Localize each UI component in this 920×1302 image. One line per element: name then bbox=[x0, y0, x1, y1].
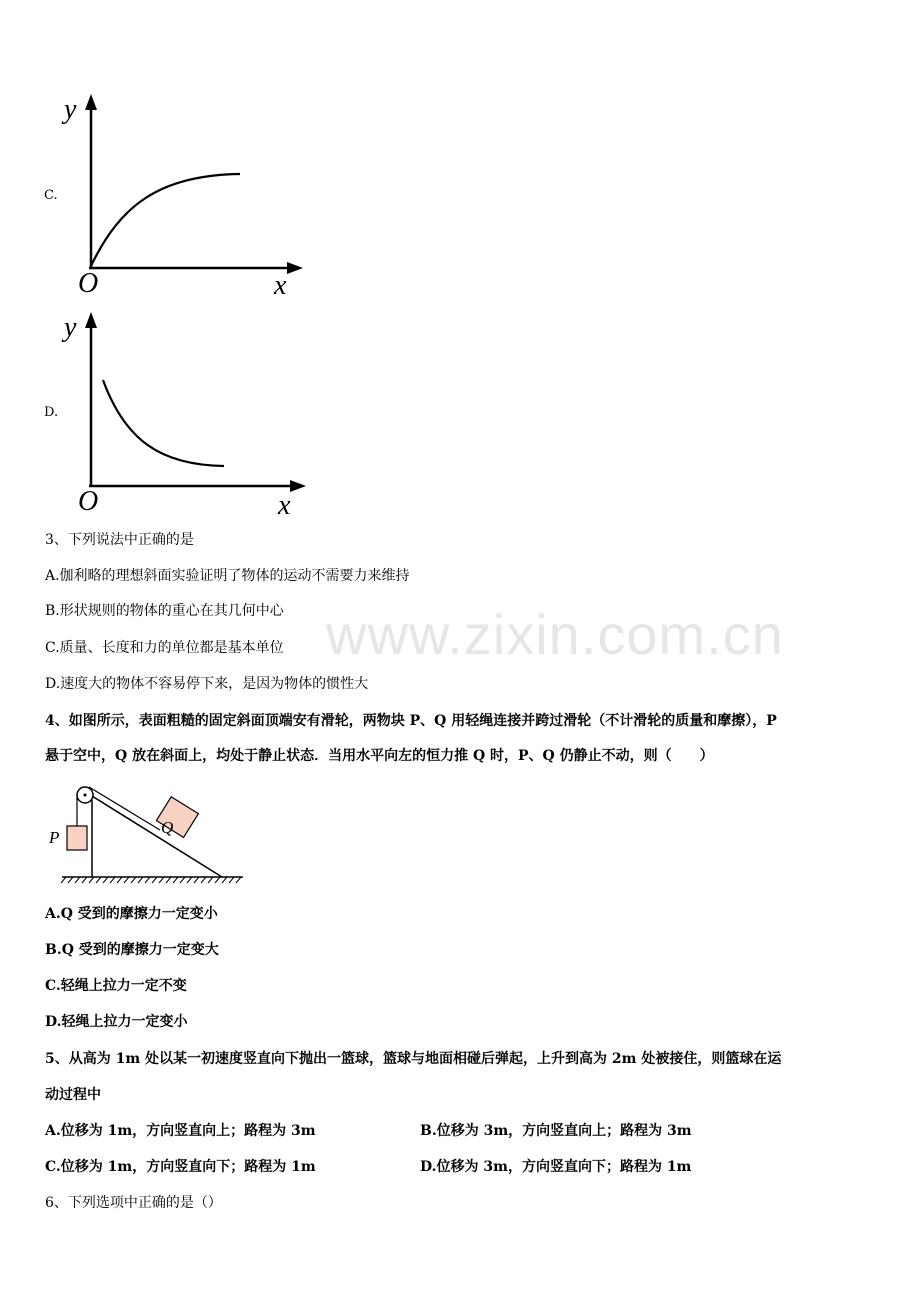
watermark-text: www.zixin.com.cn bbox=[326, 603, 784, 666]
q4-option-d: D.轻绳上拉力一定变小 bbox=[45, 1014, 188, 1030]
option-d-label: D. bbox=[44, 405, 59, 420]
pulley-axle bbox=[84, 794, 87, 797]
q5-option-b: B.位移为 3m，方向竖直向上；路程为 3m bbox=[420, 1123, 692, 1139]
q3-option-a: A.伽利略的理想斜面实验证明了物体的运动不需要力来维持 bbox=[45, 568, 410, 584]
option-c-y-label: y bbox=[64, 94, 77, 125]
q3-option-b: B.形状规则的物体的重心在其几何中心 bbox=[45, 603, 284, 619]
q5-option-d: D.位移为 3m，方向竖直向下；路程为 1m bbox=[420, 1159, 692, 1175]
q5-option-a: A.位移为 1m，方向竖直向上；路程为 3m bbox=[45, 1123, 316, 1139]
q3-option-c: C.质量、长度和力的单位都是基本单位 bbox=[45, 640, 284, 656]
option-c-label: C. bbox=[44, 188, 58, 203]
q5-stem-line1: 5、从高为 1m 处以某一初速度竖直向下抛出一篮球，篮球与地面相碰后弹起，上升到高为 2m 处被接住，则篮球在运 bbox=[45, 1051, 782, 1067]
q6-stem: 6、下列选项中正确的是（） bbox=[45, 1195, 222, 1211]
option-c-origin-label: O bbox=[78, 268, 99, 299]
q4-stem-line1: 4、如图所示，表面粗糙的固定斜面顶端安有滑轮，两物块 P、Q 用轻绳连接并跨过滑轮（不计滑轮的质量和摩擦），P bbox=[45, 713, 777, 729]
q5-option-c: C.位移为 1m，方向竖直向下；路程为 1m bbox=[45, 1159, 316, 1175]
label-p: P bbox=[49, 828, 60, 847]
q4-option-b: B.Q 受到的摩擦力一定变大 bbox=[45, 942, 219, 958]
q3-option-d: D.速度大的物体不容易停下来，是因为物体的惯性大 bbox=[45, 676, 369, 692]
option-d-origin-label: O bbox=[78, 486, 99, 517]
q4-option-c: C.轻绳上拉力一定不变 bbox=[45, 978, 187, 994]
incline-slope bbox=[92, 796, 222, 877]
block-p bbox=[67, 826, 87, 850]
q3-stem: 3、下列说法中正确的是 bbox=[45, 532, 194, 548]
rope-slope bbox=[89, 787, 160, 830]
option-d-x-label: x bbox=[278, 490, 291, 521]
q5-stem-line2: 动过程中 bbox=[45, 1087, 101, 1103]
option-d-y-label: y bbox=[64, 312, 77, 343]
ground-hatching bbox=[61, 877, 241, 883]
q4-option-a: A.Q 受到的摩擦力一定变小 bbox=[45, 906, 218, 922]
label-q: Q bbox=[161, 818, 174, 837]
q4-stem-line2: 悬于空中，Q 放在斜面上，均处于静止状态．当用水平向左的恒力推 Q 时，P、Q 仍静止不动，则（ ） bbox=[45, 748, 714, 764]
option-c-x-label: x bbox=[274, 270, 287, 301]
